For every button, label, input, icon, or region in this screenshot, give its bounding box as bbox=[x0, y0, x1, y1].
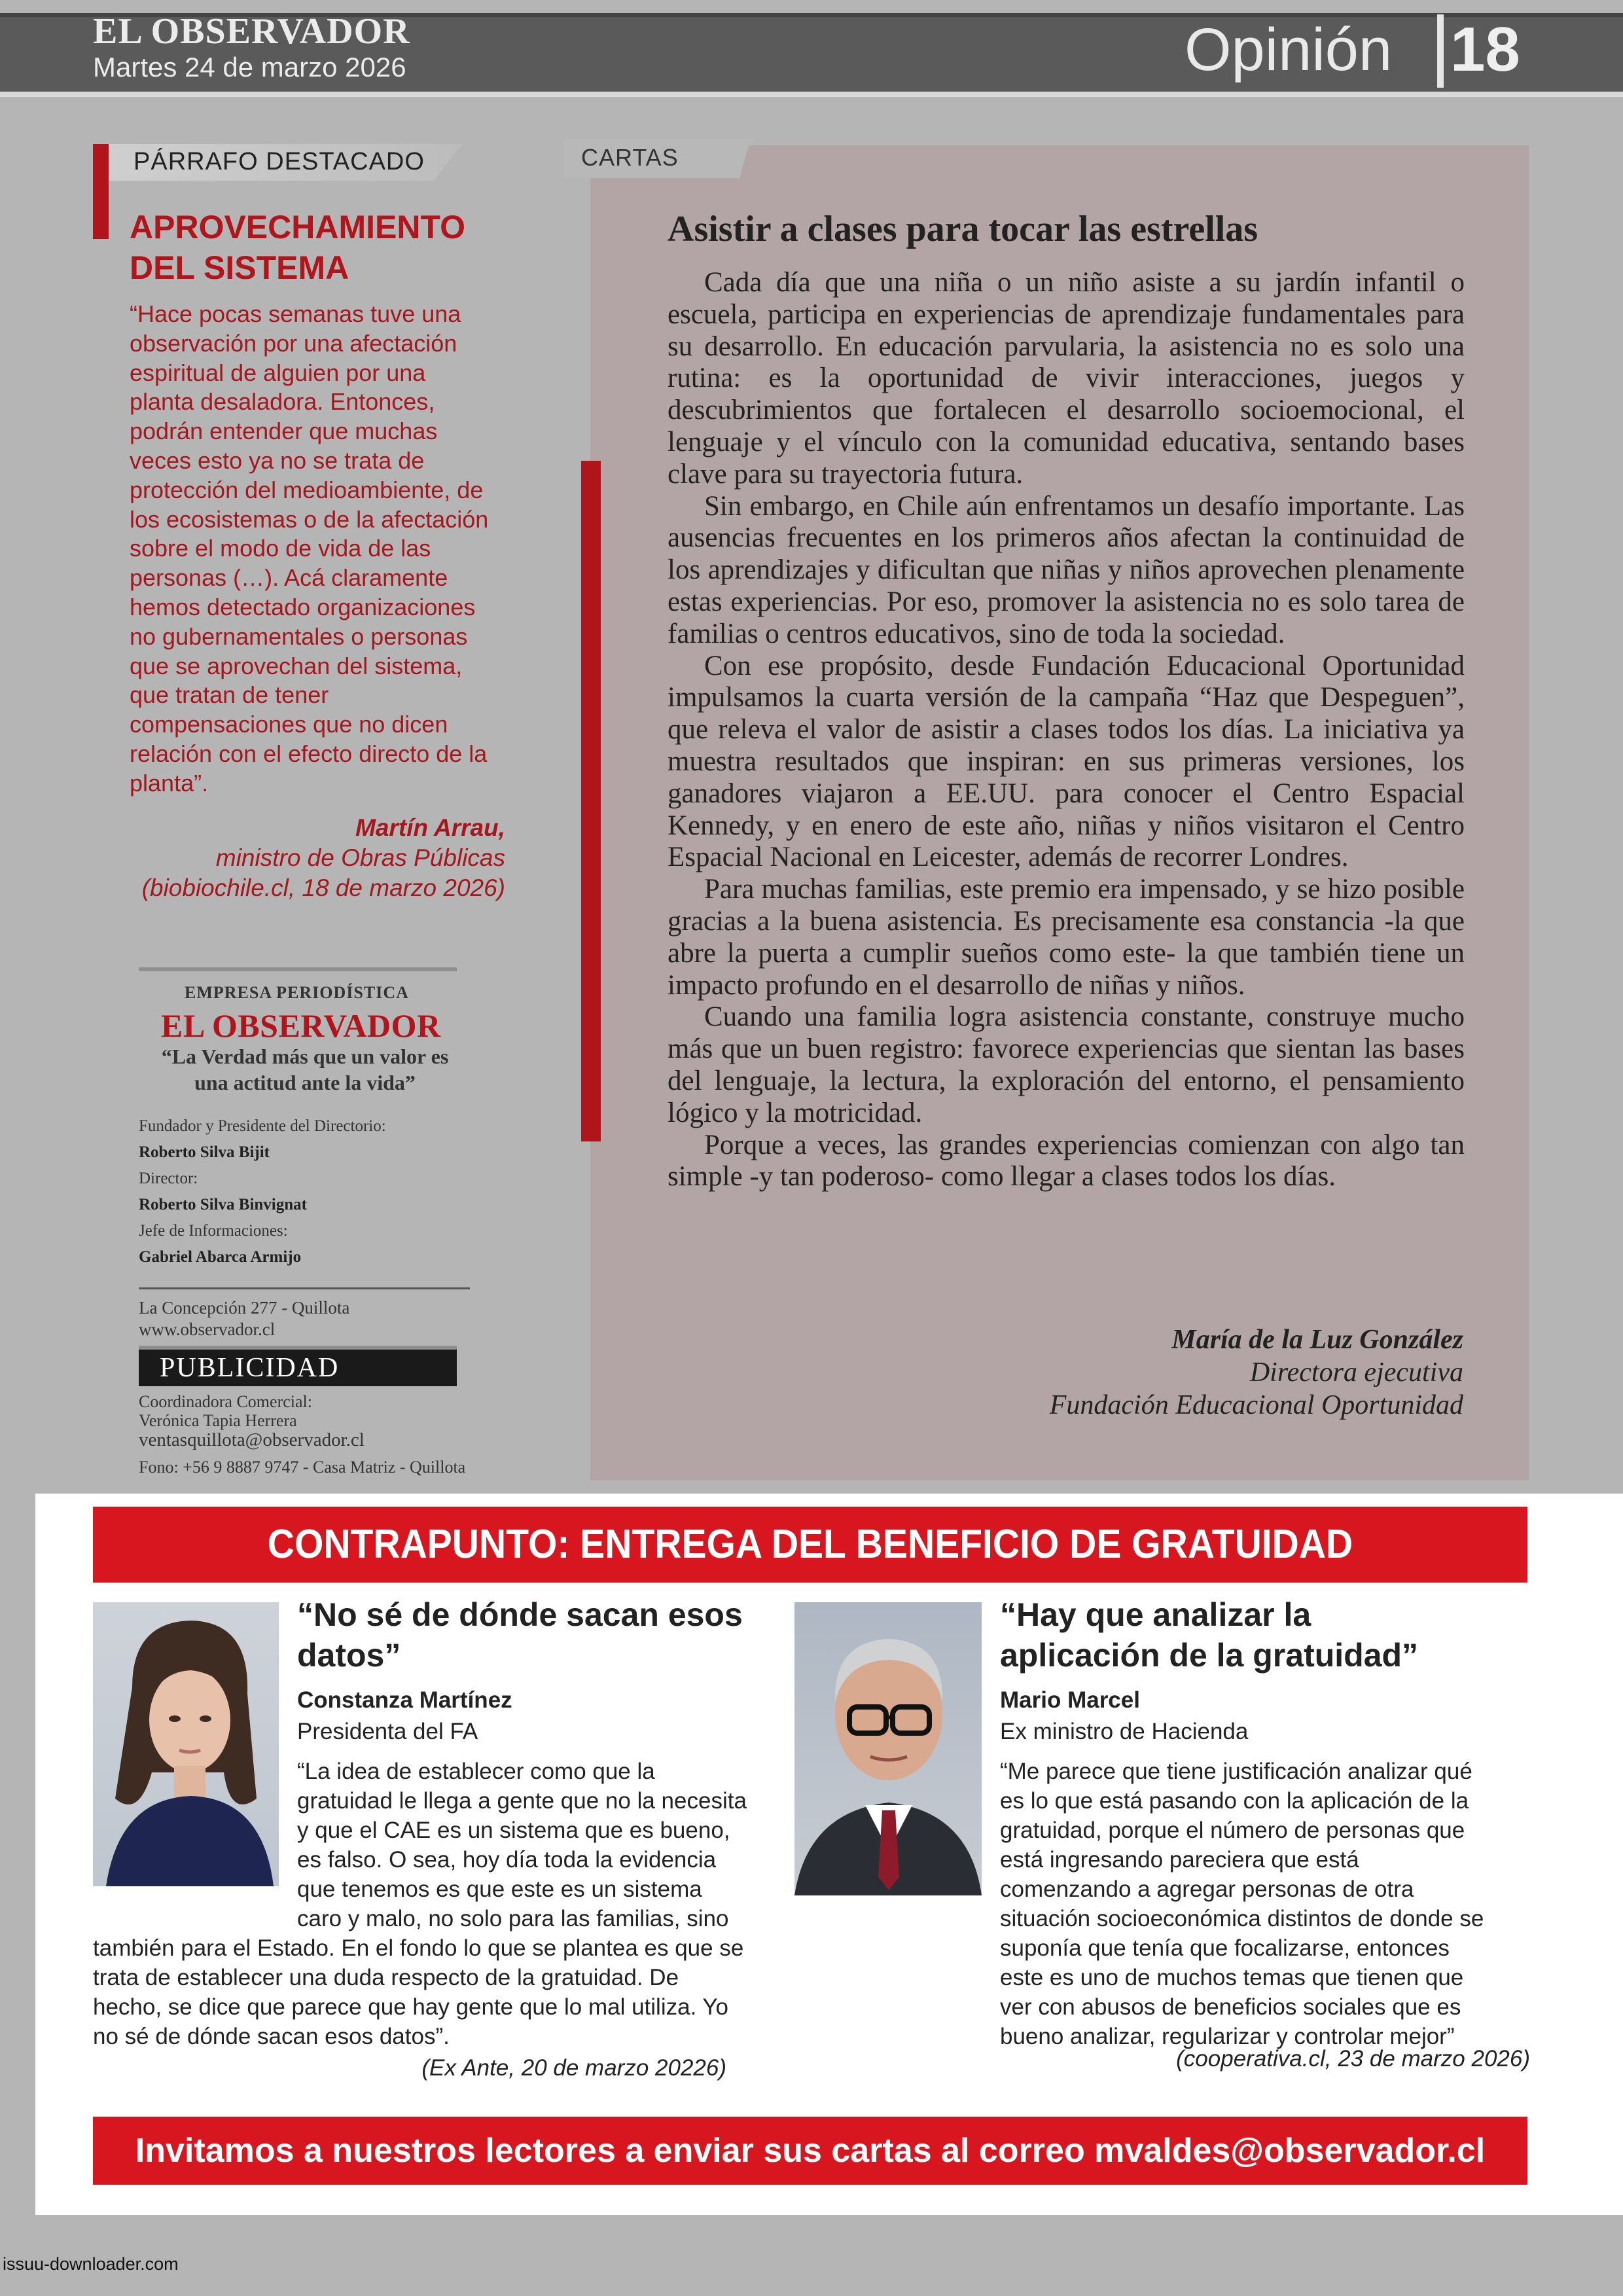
letter-paragraph: Con ese propósito, desde Fundación Educacional Oportunidad impulsamos la cuarta versión de la campaña “Haz que Despeguen”, que releva el valor de asistir a clases todos los días. La iniciativa ya muestra resultados que inspiran: en sus primeras versiones, los ganadores viajaron a EE.UU. para conocer el Centro Espacial Kennedy, y en enero de este año, niñas y niños visitaron el Centro Espacial Nacional en Leicester, además de recorrer Londres. bbox=[668, 650, 1465, 873]
highlight-author: Martín Arrau, bbox=[355, 814, 505, 841]
letter-paragraph: Para muchas familias, este premio era impensado, y se hizo posible gracias a la buena asistencia. Es precisamente esa constancia -la que abre la puerta a cumplir sueños como este- la que también tiene un impacto profundo en el desarrollo de niñas y niños. bbox=[668, 874, 1465, 1001]
photo-spacer bbox=[93, 1757, 297, 1933]
martinez-role: Presidenta del FA bbox=[297, 1719, 478, 1744]
section-name: Opinión bbox=[1185, 16, 1393, 83]
martinez-quote-text: “La idea de establecer como que la gratuidad le llega a gente que no la necesita y que el CAE es un sistema que es bueno, es falso. O sea, hoy día toda la evidencia que tenemos es que este es un sistema caro y malo, no solo para las familias, sino también para el Estado. En el fondo lo que se plantea es que se trata de establecer una duda respecto de la gratuidad. De hecho, se dice que parece que hay gente que lo mal utiliza. Yo no sé de dónde sacan esos datos”. bbox=[93, 1759, 747, 2049]
cartas-label: CARTAS bbox=[581, 144, 679, 171]
staff-role: Fundador y Presidente del Directorio: bbox=[139, 1117, 386, 1135]
letter-title: Asistir a clases para tocar las estrellas bbox=[668, 209, 1258, 249]
ads-coordinator-name: Verónica Tapia Herrera bbox=[139, 1411, 297, 1430]
marcel-source: (cooperativa.cl, 23 de marzo 2026) bbox=[1176, 2046, 1530, 2072]
staff-name: Gabriel Abarca Armijo bbox=[139, 1248, 302, 1266]
contrapunto-title: CONTRAPUNTO: ENTREGA DEL BENEFICIO DE GRATUIDAD bbox=[267, 1522, 1353, 1567]
highlight-label: PÁRRAFO DESTACADO bbox=[134, 148, 425, 175]
masthead-divider bbox=[139, 1287, 470, 1289]
page-number: 18 bbox=[1450, 14, 1520, 84]
highlight-quote: “Hace pocas semanas tuve una observación por una afectación espiritual de alguien por una planta desaladora. Entonces, podrán entender que muchas veces esto ya no se trata de protección del medioambiente, de los ecosistemas o de la afectación sobre el modo de vida de las personas (…). Acá claramente hemos detectado organizaciones no gubernamentales o personas que se aprovechan del sistema, que tratan de tener compensaciones que no dicen relación con el efecto directo de la planta”. bbox=[130, 300, 489, 797]
ads-coordinator-label: Coordinadora Comercial: bbox=[139, 1392, 312, 1411]
staff-name: Roberto Silva Bijit bbox=[139, 1143, 270, 1161]
martinez-headline: “No sé de dónde sacan esos datos” bbox=[297, 1596, 743, 1674]
marcel-role: Ex ministro de Hacienda bbox=[1000, 1719, 1249, 1744]
masthead-name: EL OBSERVADOR bbox=[161, 1007, 441, 1044]
letter-paragraph: Cuando una familia logra asistencia constante, construye mucho más que un buen registro: favorece experiencias que sientan las bases del lenguaje, la lectura, la exploración del entorno, el pensamiento lógico y la motricidad. bbox=[668, 1001, 1465, 1128]
ads-phone: Fono: +56 9 8887 9747 - Casa Matriz - Quillota bbox=[139, 1458, 466, 1477]
letter-paragraph: Sin embargo, en Chile aún enfrentamos un desafío importante. Las ausencias frecuentes en los primeros años afectan la continuidad de los aprendizajes y dificultan que niñas y niños aprovechen plenamente estas experiencias. Por eso, promover la asistencia no es solo tarea de familias o centros educativos, sino de toda la sociedad. bbox=[668, 490, 1465, 649]
highlight-source: (biobiochile.cl, 18 de marzo 2026) bbox=[141, 874, 505, 901]
signature-name: María de la Luz González bbox=[1171, 1325, 1463, 1355]
issue-date: Martes 24 de marzo 2026 bbox=[93, 52, 406, 82]
martinez-name: Constanza Martínez bbox=[297, 1687, 512, 1713]
marcel-quote: “Me parece que tiene justificación analizar qué es lo que está pasando con la aplicación de la gratuidad, porque el número de personas que está ingresando pareciera que está comenzando a agregar personas de otra situación socioeconómica distintos de donde se suponía que tenía que focalizarse, entonces este es uno de muchos temas que tienen que ver con abusos de beneficios sociales que es bueno analizar, regularizar y controlar mejor” bbox=[1000, 1759, 1484, 2049]
signature-role: Directora ejecutiva bbox=[1249, 1357, 1463, 1388]
letters-accent-bar bbox=[581, 461, 601, 1141]
marcel-photo bbox=[794, 1602, 982, 1895]
website-link[interactable]: www.observador.cl bbox=[139, 1319, 276, 1339]
martinez-source: (Ex Ante, 20 de marzo 20226) bbox=[421, 2055, 726, 2081]
letter-paragraph: Porque a veces, las grandes experiencias comienzan con algo tan simple -y tan poderoso- como llegar a clases todos los días. bbox=[668, 1129, 1465, 1193]
watermark-text: issuu-downloader.com bbox=[3, 2254, 179, 2274]
highlight-author-role: ministro de Obras Públicas bbox=[215, 844, 505, 871]
staff-role: Jefe de Informaciones: bbox=[139, 1222, 288, 1240]
masthead-rule bbox=[139, 967, 457, 971]
portrait-man-image bbox=[794, 1602, 982, 1895]
newspaper-name: EL OBSERVADOR bbox=[93, 11, 410, 52]
masthead-address bbox=[139, 1297, 349, 1340]
header-divider bbox=[1437, 14, 1444, 88]
highlight-title: APROVECHAMIENTO DEL SISTEMA bbox=[130, 209, 466, 286]
masthead-motto: “La Verdad más que un valor es una actitud ante la vida” bbox=[161, 1045, 449, 1094]
publicidad-label: PUBLICIDAD bbox=[160, 1353, 340, 1383]
highlight-accent-bar bbox=[93, 144, 109, 239]
letter-body bbox=[668, 267, 1465, 1193]
masthead-company: EMPRESA PERIODÍSTICA bbox=[185, 983, 409, 1002]
staff-role: Director: bbox=[139, 1170, 198, 1187]
invite-text[interactable]: Invitamos a nuestros lectores a enviar sus cartas al correo mvaldes@observador.cl bbox=[135, 2132, 1486, 2170]
signature-org: Fundación Educacional Oportunidad bbox=[1049, 1390, 1463, 1420]
ads-email-link[interactable]: ventasquillota@observador.cl bbox=[139, 1429, 365, 1450]
address: La Concepción 277 - Quillota bbox=[139, 1298, 350, 1318]
marcel-name: Mario Marcel bbox=[1000, 1687, 1140, 1713]
marcel-headline: “Hay que analizar la aplicación de la gratuidad” bbox=[1000, 1596, 1419, 1674]
letter-paragraph: Cada día que una niña o un niño asiste a su jardín infantil o escuela, participa en experiencias de aprendizaje fundamentales para su desarrollo. En educación parvularia, la asistencia no es solo una rutina: es la oportunidad de vivir interacciones, juegos y descubrimientos que fortalecen el desarrollo socioemocional, el lenguaje y el vínculo con la comunidad educativa, sentando bases clave para su trayectoria futura. bbox=[668, 267, 1465, 490]
staff-name: Roberto Silva Binvignat bbox=[139, 1196, 307, 1213]
martinez-quote bbox=[93, 1757, 747, 2051]
